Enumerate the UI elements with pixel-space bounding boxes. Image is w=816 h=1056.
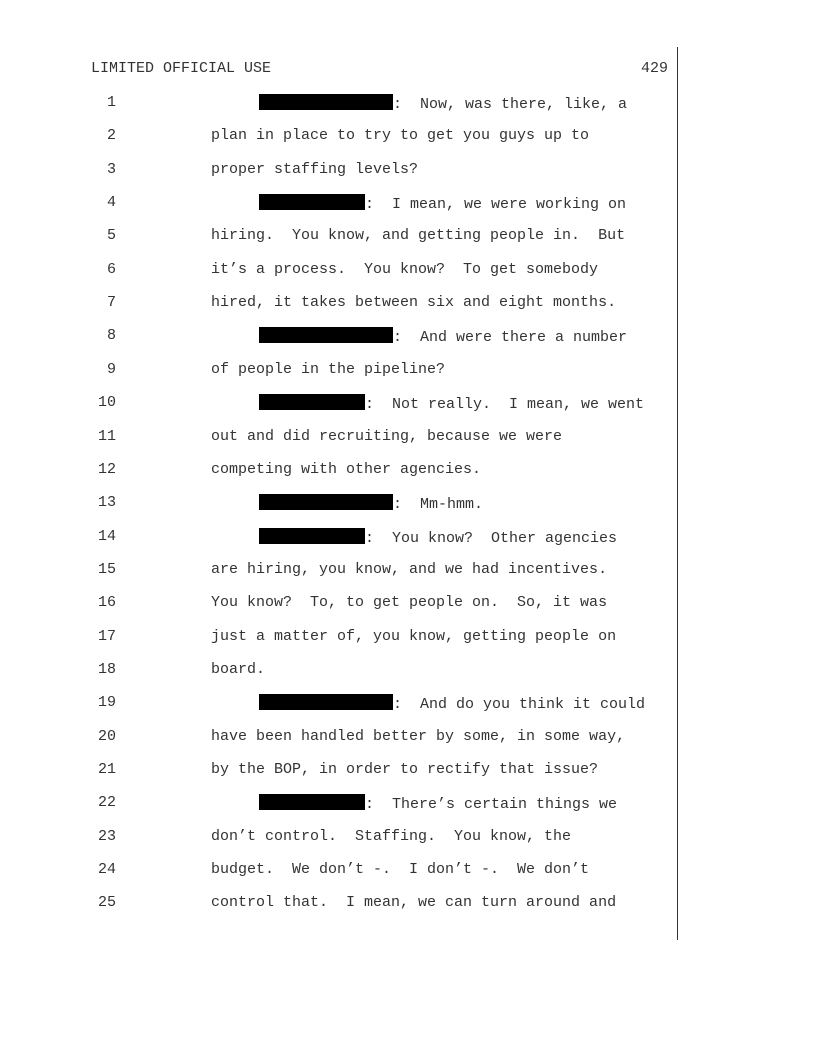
line-content: : Mm-hmm. <box>393 496 484 514</box>
line-number: 16 <box>98 594 117 612</box>
line-content: don’t control. Staffing. You know, the <box>211 827 572 845</box>
line-number: 6 <box>106 260 116 278</box>
line-content: You know? To, to get people on. So, it was <box>211 594 608 612</box>
redaction-bar <box>259 327 393 343</box>
line-content: hired, it takes between six and eight months. <box>211 294 617 312</box>
speaker-line <box>259 394 644 413</box>
line-content: are hiring, you know, and we had incentives. <box>211 560 608 578</box>
header-left: LIMITED OFFICIAL USE <box>91 60 272 77</box>
line-number: 9 <box>106 360 116 378</box>
line-text <box>211 428 562 445</box>
line-text <box>211 728 625 745</box>
line-content: have been handled better by some, in some way, <box>211 727 626 745</box>
line-content: control that. I mean, we can turn around and <box>211 894 617 912</box>
line-text <box>211 227 625 244</box>
line-text <box>211 828 571 845</box>
line-content: proper staffing levels? <box>211 160 419 178</box>
speaker-line <box>259 794 617 813</box>
line-content: board. <box>211 660 266 678</box>
line-text <box>211 894 616 911</box>
line-number: 20 <box>98 727 117 745</box>
line-content: : I mean, we were working on <box>365 196 627 214</box>
line-number: 10 <box>98 394 117 412</box>
speaker-line <box>259 494 483 513</box>
speaker-line <box>259 94 627 113</box>
line-text <box>211 161 418 178</box>
line-text <box>211 861 589 878</box>
line-content: : There’s certain things we <box>365 796 618 814</box>
line-content: by the BOP, in order to rectify that issue? <box>211 761 599 778</box>
line-content: : And do you think it could <box>393 696 646 714</box>
line-number: 11 <box>98 427 117 445</box>
line-text <box>211 361 445 378</box>
line-text <box>211 294 616 311</box>
line-number: 23 <box>98 827 117 845</box>
line-text <box>211 127 589 144</box>
speaker-line <box>259 528 617 547</box>
line-content: of people in the pipeline? <box>211 360 446 378</box>
line-number: 22 <box>98 794 117 812</box>
redaction-bar <box>259 394 365 410</box>
speaker-line <box>259 194 626 213</box>
line-number: 5 <box>106 227 116 245</box>
line-number: 19 <box>98 694 117 712</box>
line-content: : Now, was there, like, a <box>393 96 628 113</box>
line-number: 21 <box>98 761 117 778</box>
line-number: 7 <box>106 294 116 312</box>
line-content: competing with other agencies. <box>211 460 482 478</box>
redaction-bar <box>259 494 393 510</box>
line-number: 18 <box>98 660 117 678</box>
line-number: 1 <box>106 94 116 111</box>
line-text <box>211 661 265 678</box>
line-text <box>211 261 598 278</box>
line-number: 2 <box>106 127 116 145</box>
line-content: : Not really. I mean, we went <box>365 396 645 414</box>
line-content: just a matter of, you know, getting people on <box>211 627 617 645</box>
line-number: 8 <box>106 327 116 345</box>
line-number: 3 <box>106 160 116 178</box>
redaction-bar <box>259 528 365 544</box>
line-content: : You know? Other agencies <box>365 529 618 547</box>
line-number: 14 <box>98 527 117 545</box>
speaker-line <box>259 694 645 713</box>
line-content: hiring. You know, and getting people in. But <box>211 227 626 245</box>
line-number: 15 <box>98 560 117 578</box>
line-text <box>211 594 607 611</box>
line-text <box>211 761 598 778</box>
line-number: 13 <box>98 494 117 512</box>
redaction-bar <box>259 794 365 810</box>
line-number: 4 <box>106 194 116 212</box>
line-content: : And were there a number <box>393 329 628 347</box>
line-number: 25 <box>98 894 117 912</box>
margin-rule <box>677 47 678 940</box>
line-number: 24 <box>98 861 117 879</box>
speaker-line <box>259 327 627 346</box>
line-content: it’s a process. You know? To get somebody <box>211 260 599 278</box>
line-content: budget. We don’t -. I don’t -. We don’t <box>211 861 590 879</box>
redaction-bar <box>259 694 393 710</box>
page-number: 429 <box>640 60 668 77</box>
line-content: plan in place to try to get you guys up to <box>211 127 590 145</box>
line-text <box>211 561 607 578</box>
line-content: out and did recruiting, because we were <box>211 427 563 445</box>
line-number: 12 <box>98 460 117 478</box>
redaction-bar <box>259 194 365 210</box>
redaction-bar <box>259 94 393 110</box>
line-number: 17 <box>98 627 117 645</box>
line-text <box>211 461 481 478</box>
line-text <box>211 628 616 645</box>
